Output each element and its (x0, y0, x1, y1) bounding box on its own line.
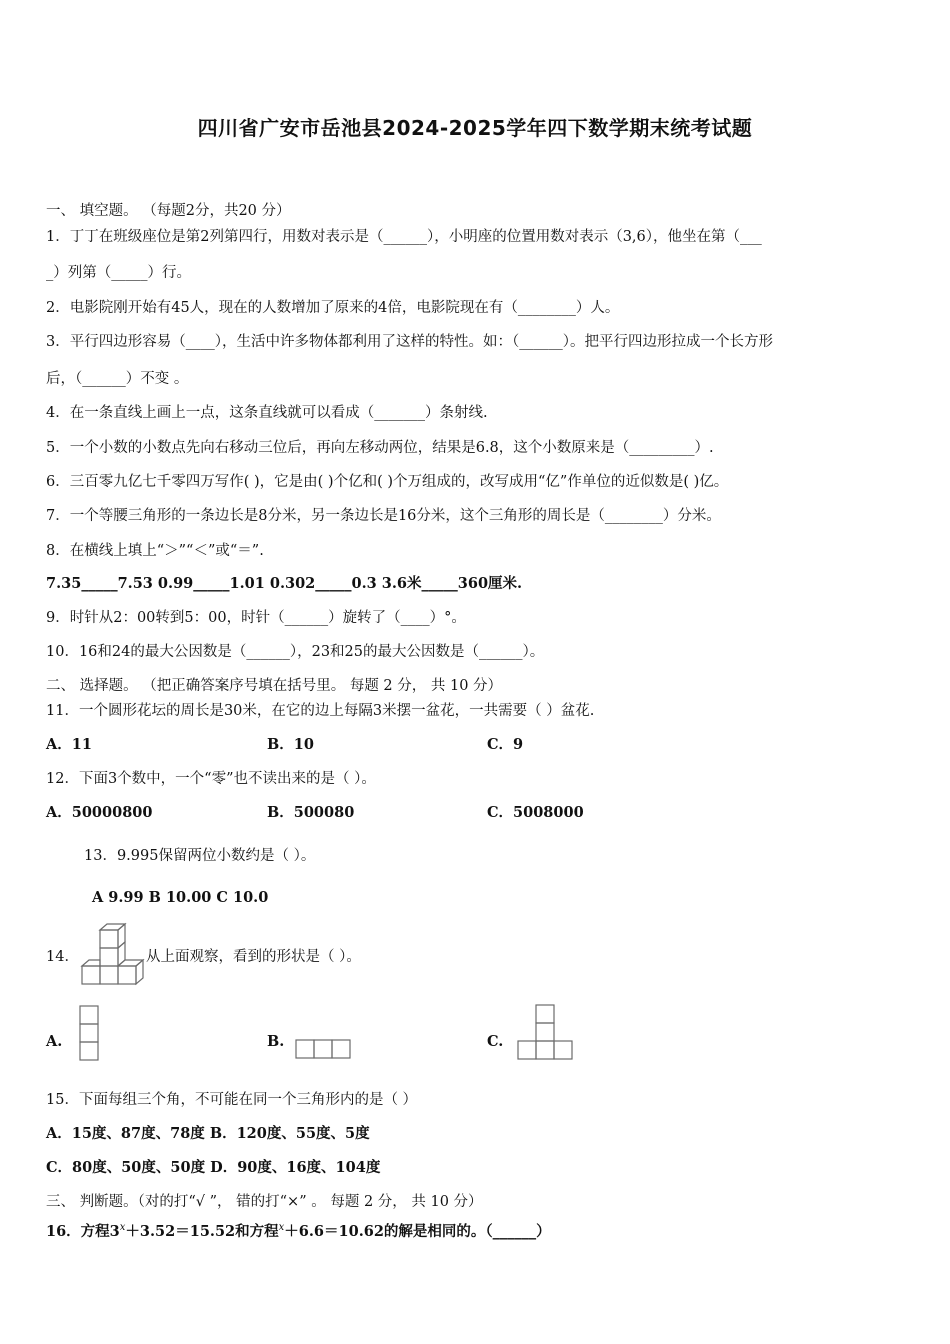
question-12-stem: 12．下面3个数中，一个“零”也不读出来的是（ ）。 (46, 771, 376, 787)
question-3-line-2: 后，（______）不变 。 (46, 371, 189, 387)
section-heading-fill-blank: 一、 填空题。 （每题2分，共20 分） (46, 203, 291, 219)
question-16-part-1: 16．方程3 (46, 1222, 120, 1240)
question-15-options-cd: C．80度、50度、50度 D．90度、16度、104度 (46, 1159, 381, 1176)
question-16-part-2: ＋3.52＝15.52和方程 (125, 1222, 279, 1240)
option-c-t-shape (517, 1004, 575, 1062)
question-4: 4．在一条直线上画上一点，这条直线就可以看成（_______）条射线. (46, 405, 488, 421)
question-2: 2．电影院刚开始有45人，现在的人数增加了原来的4倍，电影院现在有（________）人。 (46, 300, 620, 316)
question-8-stem: 8．在横线上填上“＞”“＜”或“＝”. (46, 543, 264, 559)
question-11-option-c: C．9 (487, 736, 524, 753)
question-8-items: 7.35_____7.53 0.99_____1.01 0.302_____0.3 3.6米_____360厘米. (46, 575, 523, 592)
question-16-part-3: ＋6.6＝10.62的解是相同的。（______） (284, 1222, 551, 1240)
option-b-horizontal-row-shape (295, 1039, 353, 1059)
question-10: 10．16和24的最大公因数是（______），23和25的最大公因数是（______）。 (46, 644, 545, 660)
question-12-option-c: C．5008000 (487, 804, 584, 821)
question-14-option-b: B. (267, 1033, 285, 1050)
question-12-option-b: B．500080 (267, 804, 355, 821)
question-1-line-1: 1．丁丁在班级座位是第2列第四行，用数对表示是（______），小明座的位置用数对表示（3,6），他坐在第（___ (46, 229, 762, 245)
question-12-option-a: A．50000800 (46, 804, 153, 821)
question-7: 7．一个等腰三角形的一条边长是8分米，另一条边长是16分米，这个三角形的周长是（________）分米。 (46, 508, 721, 524)
question-9: 9．时针从2：00转到5：00，时针（______）旋转了（____）°。 (46, 610, 466, 626)
section-heading-true-false: 三、 判断题。（对的打“√ ”， 错的打“×” 。 每题 2 分， 共 10 分） (46, 1194, 483, 1210)
question-14-number: 14． (46, 949, 79, 965)
section-heading-choice: 二、 选择题。 （把正确答案序号填在括号里。 每题 2 分， 共 10 分） (46, 678, 503, 694)
question-5: 5．一个小数的小数点先向右移动三位后，再向左移动两位，结果是6.8，这个小数原来是（_________）. (46, 440, 714, 456)
question-6: 6．三百零九亿七千零四万写作( )，它是由( )个亿和( )个万组成的，改写成用“亿”作单位的近似数是( )亿。 (46, 474, 729, 490)
question-11-option-a: A．11 (46, 736, 92, 753)
variable-x-1: x (119, 1222, 126, 1233)
question-11-option-b: B．10 (267, 736, 314, 753)
question-16 (46, 1218, 551, 1242)
option-a-vertical-column-shape (79, 1005, 99, 1063)
question-11-stem: 11．一个圆形花坛的周长是30米，在它的边上每隔3米摆一盆花，一共需要（ ）盆花. (46, 703, 595, 719)
question-13-options: A 9.99 B 10.00 C 10.0 (92, 889, 269, 906)
stacked-cubes-figure (80, 922, 146, 990)
question-14-stem: 从上面观察，看到的形状是（ ）。 (146, 949, 361, 965)
question-1-line-2: _）列第（_____）行。 (46, 265, 191, 281)
question-14-option-c: C. (487, 1033, 504, 1050)
question-3-line-1: 3．平行四边形容易（____），生活中许多物体都利用了这样的特性。如：（______）。把平行四边形拉成一个长方形 (46, 334, 773, 350)
variable-x-2: x (278, 1222, 285, 1233)
question-13-stem: 13．9.995保留两位小数约是（ ）。 (84, 848, 316, 864)
page-title: 四川省广安市岳池县2024-2025学年四下数学期末统考试题 (197, 116, 753, 140)
question-15-stem: 15．下面每组三个角，不可能在同一个三角形内的是（ ） (46, 1092, 418, 1108)
question-14-option-a: A. (46, 1033, 63, 1050)
question-15-options-ab: A．15度、87度、78度 B．120度、55度、5度 (46, 1125, 370, 1142)
